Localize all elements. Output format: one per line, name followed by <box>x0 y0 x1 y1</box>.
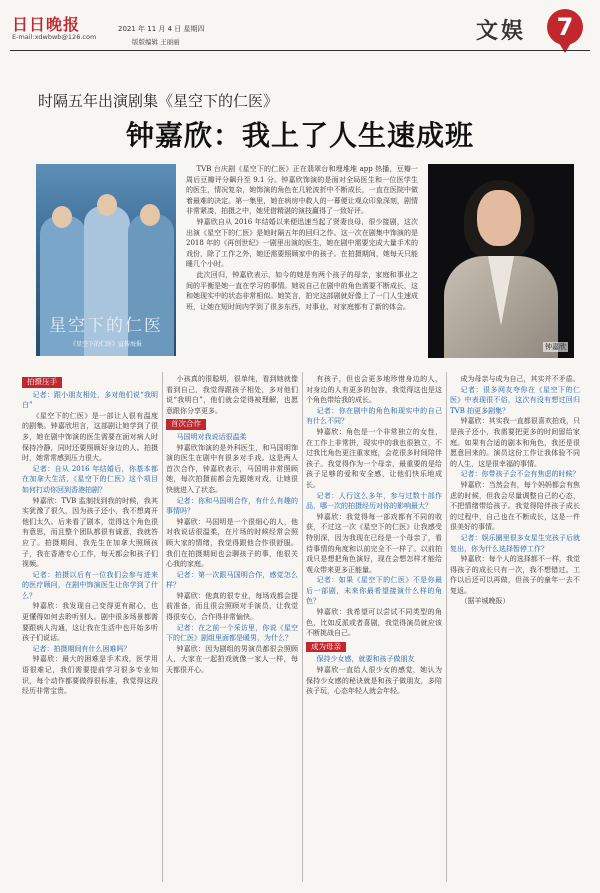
article-paragraph: 钟嘉欣：我发现自己变得更有耐心，也更懂得如何去聆听别人。剧中很多场景都需要跟病人沟通，这让我在生活中也开始多听孩子们说话。 <box>22 602 158 643</box>
page-editor: 版版编辑 王丽丽 <box>132 38 180 46</box>
interview-question: 记者：如果《星空下的仁医》不是你最后一部剧，未来你最希望接演什么样的角色？ <box>306 576 442 606</box>
page-header <box>0 0 600 52</box>
interview-question: 记者：拍摄以后有一位我们会参与进来的医疗顾问，在剧中饰演医生让你学到了什么？ <box>22 570 158 600</box>
article-paragraph: 钟嘉欣：我希望可以尝试不同类型的角色，比如反派或者喜剧，我觉得演员就应该不断挑战自己。 <box>306 608 442 638</box>
drama-poster-photo <box>36 164 176 356</box>
interview-question: 记者：跟小朋友相处，多对他们说“我明白” <box>22 390 158 410</box>
article-column-2 <box>166 374 298 882</box>
article-paragraph: 钟嘉欣一直给人很少女的感觉，她认为保持少女感的秘诀就是和孩子做朋友，多陪孩子玩，心态年轻人就会年轻。 <box>306 666 442 696</box>
article-paragraph: 钟嘉欣：其实我一直都很喜欢拍戏，只是孩子还小，我需要把更多的时间留给家庭。如果有合适的剧本和角色，我还是很愿意回来的。演员这份工作让我体验不同的人生，这是很幸福的事情。 <box>450 417 580 468</box>
interview-question: 记者：人行这么多年，参与过数十部作品，哪一次的拍摄经历对你的影响最大？ <box>306 491 442 511</box>
section-tag: 首次合作 <box>166 419 206 430</box>
article-paragraph: 小孩真的很聪明，很单纯，看到她就像看到自己，我觉得跟孩子相处，多对他们说“我明白”，他们就会觉得被理解，也愿意跟你分享更多。 <box>166 375 298 415</box>
column-divider <box>446 372 447 882</box>
intro-text <box>186 164 418 360</box>
article-paragraph: 钟嘉欣：马国明是一个很细心的人，他对我说话很温柔，在片场的时候经常会照顾大家的情绪，我觉得跟他合作很舒服。我们在拍摄期间也会聊孩子的事，他很关心我的家庭。 <box>166 517 298 569</box>
interview-question: 记者：很多网友夸你在《星空下的仁医》中表现很不俗，这次有没有想过回归 TVB 拍更多剧集？ <box>450 385 580 415</box>
column-divider <box>162 372 163 882</box>
poster-brand-text: 星空下的仁医 <box>49 316 163 336</box>
article-paragraph: 钟嘉欣：他真的很专业，每场戏都会提前准备，而且很会照顾对手演员，让我觉得很安心，合作得非常愉快。 <box>166 591 298 622</box>
poster-caption: 《星空下的仁医》宣传海报 <box>69 341 142 348</box>
interview-question: 记者：自从 2016 年结婚后，你基本都在加拿大生活，《星空下的仁医》这个项目如何打动你回到香港拍剧？ <box>22 464 158 494</box>
actor-head <box>140 204 160 226</box>
intro-paragraph: 此次回归，钟嘉欣表示，如今的她是有两个孩子的母亲，家庭和事业之间的平衡是她一直在学习的事情。她说自己在剧中的角色需要不断成长，这和她现实中的状态非常相似。她笑言，拍完这部剧就好像上了一门人生速成班，让她在短时间内学到了很多东西，对事业、对家庭都有了新的体会。 <box>186 270 418 311</box>
interview-question: 记者：你带孩子会不会有焦虑的时候？ <box>460 470 580 479</box>
article-paragraph: 钟嘉欣：我觉得每一部戏都有不同的收获，不过这一次《星空下的仁医》让我感受特别深，因为我现在已经是一个母亲了，看待事情的角度和以前完全不一样了。以前拍戏只是想把角色演好，现在会想怎样才能给观众带来更多正能量。 <box>306 512 442 574</box>
article-paragraph: 钟嘉欣：TVB 监制找到我的时候，我其实犹豫了很久，因为孩子还小，我不想离开他们太久。后来看了剧本，觉得这个角色很有意思，而且整个团队都很有诚意，我就答应了。拍摄期间，我先生在加拿大照顾孩子，我在香港专心工作，每天都会和孩子们视频。 <box>22 496 158 569</box>
article-column-3 <box>306 374 442 882</box>
article-paragraph: 钟嘉欣饰演的是外科医生，和马国明饰演的医生在剧中有很多对手戏。这是两人首次合作，钟嘉欣表示，马国明非常照顾她，每次拍摄前都会先跟她对戏，让她很快就进入了状态。 <box>166 443 298 494</box>
article-paragraph: 有孩子，但也会更多地珍惜身边的人，对身边的人有更多的包容，我觉得这也是这个角色带给我的成长。 <box>306 375 442 405</box>
intro-paragraph: 钟嘉欣自从 2016 年结婚以来便迅速当起了贤妻良母，很少接剧，这次出演《星空下的仁医》是她时隔五年的回归之作。这一次在剧集中饰演的是 2018 年的《再创世纪》一剧里出演的医生，她在剧中需要完成大量手术的戏份，除了工作之外，她还需要照顾家中的孩子。在拍摄期间，她每天只能睡几个小时。 <box>186 217 418 269</box>
headline-title: 钟嘉欣：我上了人生速成班 <box>125 119 474 152</box>
article-paragraph: 成为母亲与成为自己，其实并不矛盾。 <box>460 375 580 383</box>
headline-subtitle: 时隔五年出演剧集《星空下的仁医》 <box>38 92 279 110</box>
article-paragraph: 钟嘉欣：最大的困难是手术戏，医学用语很难记，我们需要提前学习很多专业知识，每个动作都要做得很标准，我觉得这段经历非常宝贵。 <box>22 655 158 696</box>
section-tag: 拍摄压手 <box>22 377 62 388</box>
article-paragraph: 《星空下的仁医》是一部让人很有温度的剧集。钟嘉欣坦言，这部剧让她学到了很多，她在剧中饰演的医生需要在面对病人时保持冷静，同时还要照顾好身边的人。拍摄时，她常常感到压力很大。 <box>22 411 158 463</box>
interview-question: 记者：你在剧中的角色和现实中的自己有什么不同？ <box>306 406 442 426</box>
portrait-photo <box>428 164 574 358</box>
article-paragraph: 钟嘉欣：当然会有，每个妈妈都会有焦虑的时候，但我会尽量调整自己的心态，不把情绪带给孩子。我觉得陪伴孩子成长的过程中，自己也在不断成长，这是一件很美好的事情。 <box>450 480 580 532</box>
interview-question: 马国明对我说话很温柔 <box>176 432 247 441</box>
article-paragraph: 钟嘉欣：每个人的选择都不一样，我觉得孩子的成长只有一次，我不想错过。工作以后还可以再做，但孩子的童年一去不复返。 <box>450 555 580 595</box>
interview-question: 保持少女感，就要和孩子做朋友 <box>316 655 415 664</box>
page-number-badge: 7 <box>547 9 583 45</box>
portrait-face <box>477 190 521 246</box>
email-line: E-mail:xdwbwb@126.com <box>12 33 97 41</box>
section-title: 文娱 <box>476 18 527 44</box>
interview-question: 记者：在之前一个采访里，你说《星空下的仁医》剧组里面都是暖男，为什么？ <box>166 623 298 643</box>
intro-paragraph: TVB 台庆剧《星空下的仁医》正在翡翠台和埋堆堆 app 热播，豆瓣一周后豆瓣评分飙升至 9.1 分。钟嘉欣饰演的是面对全局医生和一位医学生的医生，情况复杂，她饰演的角色在几轮波折中不断成长，一直在医院中做着最难的决定。第一集里，她在病房中救人的一幕便让观众印象深刻，剧情非常紧凑，拍摄之中，她凭借精湛的演技赢得了一致好评。 <box>186 165 418 216</box>
article-paragraph: 钟嘉欣：角色是一个非常独立的女性，在工作上非常拼，现实中的我也很独立，不过我比角色更注重家庭，会花很多时间陪伴孩子。我觉得作为一个母亲，最重要的是给孩子足够的爱和安全感，让他们快乐地成长。 <box>306 427 442 489</box>
interview-question: 记者：娱乐圈里很多女星生完孩子后就复出，你为什么选择暂停工作？ <box>450 533 580 553</box>
article-column-1 <box>22 374 158 882</box>
interview-question: 记者：拍摄期间有什么困难吗？ <box>32 644 131 653</box>
article-paragraph: 钟嘉欣：因为剧组的男演员都很会照顾人，大家在一起拍戏就像一家人一样，每天都很开心。 <box>166 644 298 675</box>
article-paragraph: （据羊城晚报） <box>460 597 510 606</box>
actor-head <box>97 194 117 216</box>
article-column-4 <box>450 374 580 882</box>
column-divider <box>302 372 303 882</box>
newspaper-logo: 日日晚报 <box>12 15 81 34</box>
header-rule <box>10 50 590 51</box>
interview-question: 记者：第一次跟马国明合作，感觉怎么样？ <box>166 570 298 590</box>
portrait-label: 钟嘉欣 <box>545 343 566 351</box>
section-tag: 成为母亲 <box>306 642 346 653</box>
interview-question: 记者：你和马国明合作，有什么有趣的事情吗？ <box>166 496 298 516</box>
issue-date: 2021 年 11 月 4 日 星期四 <box>118 25 205 33</box>
actor-head <box>52 206 72 228</box>
